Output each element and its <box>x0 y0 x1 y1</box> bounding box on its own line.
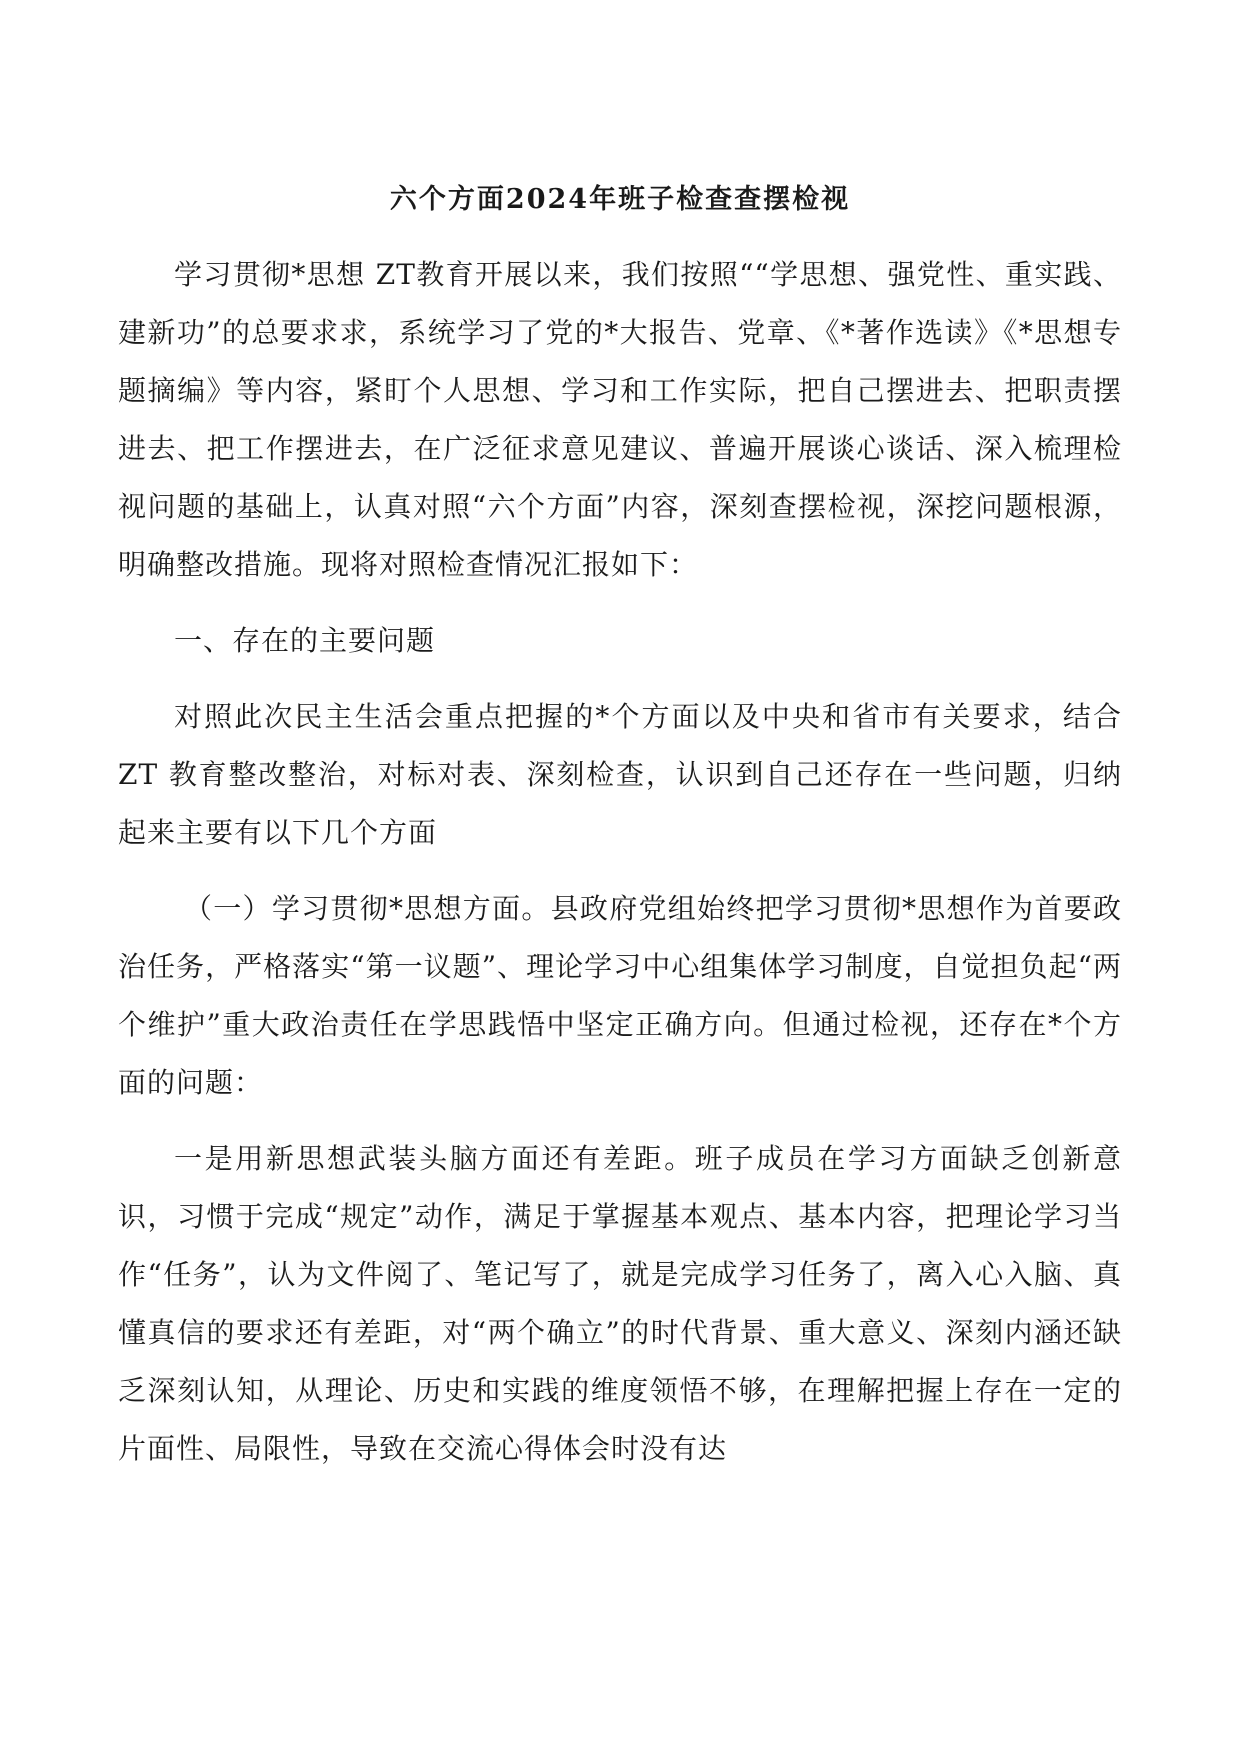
point-1-paragraph: 一是用新思想武装头脑方面还有差距。班子成员在学习方面缺乏创新意识，习惯于完成“规定”动作，满足于掌握基本观点、基本内容，把理论学习当作“任务”，认为文件阅了、笔记写了，就是完成学习任务了，离入心入脑、真懂真信的要求还有差距，对“两个确立”的时代背景、重大意义、深刻内涵还缺乏深刻认知，从理论、历史和实践的维度领悟不够，在理解把握上存在一定的片面性、局限性，导致在交流心得体会时没有达 <box>118 1142 1122 1465</box>
document-title: 六个方面2024年班子检查查摆检视 <box>389 184 851 215</box>
section-1-paragraph: 对照此次民主生活会重点把握的*个方面以及中央和省市有关要求，结合 ZT 教育整改整治，对标对表、深刻检查，认识到自己还存在一些问题，归纳起来主要有以下几个方面 <box>118 700 1122 849</box>
intro-paragraph: 学习贯彻*思想 ZT教育开展以来，我们按照““学思想、强党性、重实践、建新功”的总要求求，系统学习了党的*大报告、党章、《*著作选读》《*思想专题摘编》等内容，紧盯个人思想、学习和工作实际，把自己摆进去、把职责摆进去、把工作摆进去，在广泛征求意见建议、普遍开展谈心谈话、深入梳理检视问题的基础上，认真对照“六个方面”内容，深刻查摆检视，深挖问题根源，明确整改措施。现将对照检查情况汇报如下： <box>118 258 1122 581</box>
subsection-1-paragraph: （一）学习贯彻*思想方面。县政府党组始终把学习贯彻*思想作为首要政治任务，严格落实“第一议题”、理论学习中心组集体学习制度，自觉担负起“两个维护”重大政治责任在学思践悟中坚定正确方向。但通过检视，还存在*个方面的问题： <box>118 892 1122 1099</box>
document-page <box>118 176 1122 1496</box>
section-heading-1: 一、存在的主要问题 <box>174 624 436 657</box>
